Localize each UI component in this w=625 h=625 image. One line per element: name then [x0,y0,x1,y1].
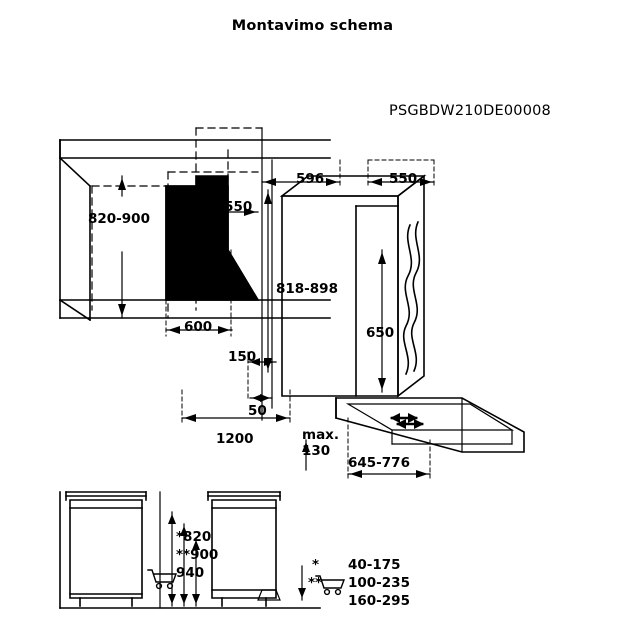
dim-top-width: 596 [296,171,325,187]
model-code: PSGBDW210DE00008 [389,103,551,119]
legend-star-symbol: * [312,557,320,573]
legend-2star-value: 100-235 [348,575,410,591]
dim-max-value: 130 [302,443,331,459]
legend-2star-symbol: ** [308,575,323,591]
dim-appliance-height: 818-898 [276,281,338,297]
dim-min-depth: min. 550 [186,199,253,215]
legend-cart-value: 160-295 [348,593,410,609]
bottom-height-3: 940 [176,565,205,581]
bottom-height-2: **900 [176,547,219,563]
dim-offset-150: 150 [228,349,257,365]
dim-worktop-depth: 1200 [216,431,254,447]
dim-inner-height: 650 [366,325,395,341]
dim-niche-height: 820-900 [88,211,150,227]
bottom-height-1: *820 [176,529,212,545]
legend-star-value: 40-175 [348,557,401,573]
dim-offset-50: 50 [248,403,267,419]
dim-niche-width: 600 [184,319,213,335]
dim-max-label: max. [302,427,340,443]
dim-door-width: 550 [389,171,418,187]
dim-door-open-depth: 645-776 [348,455,410,471]
page-title: Montavimo schema [231,18,394,34]
